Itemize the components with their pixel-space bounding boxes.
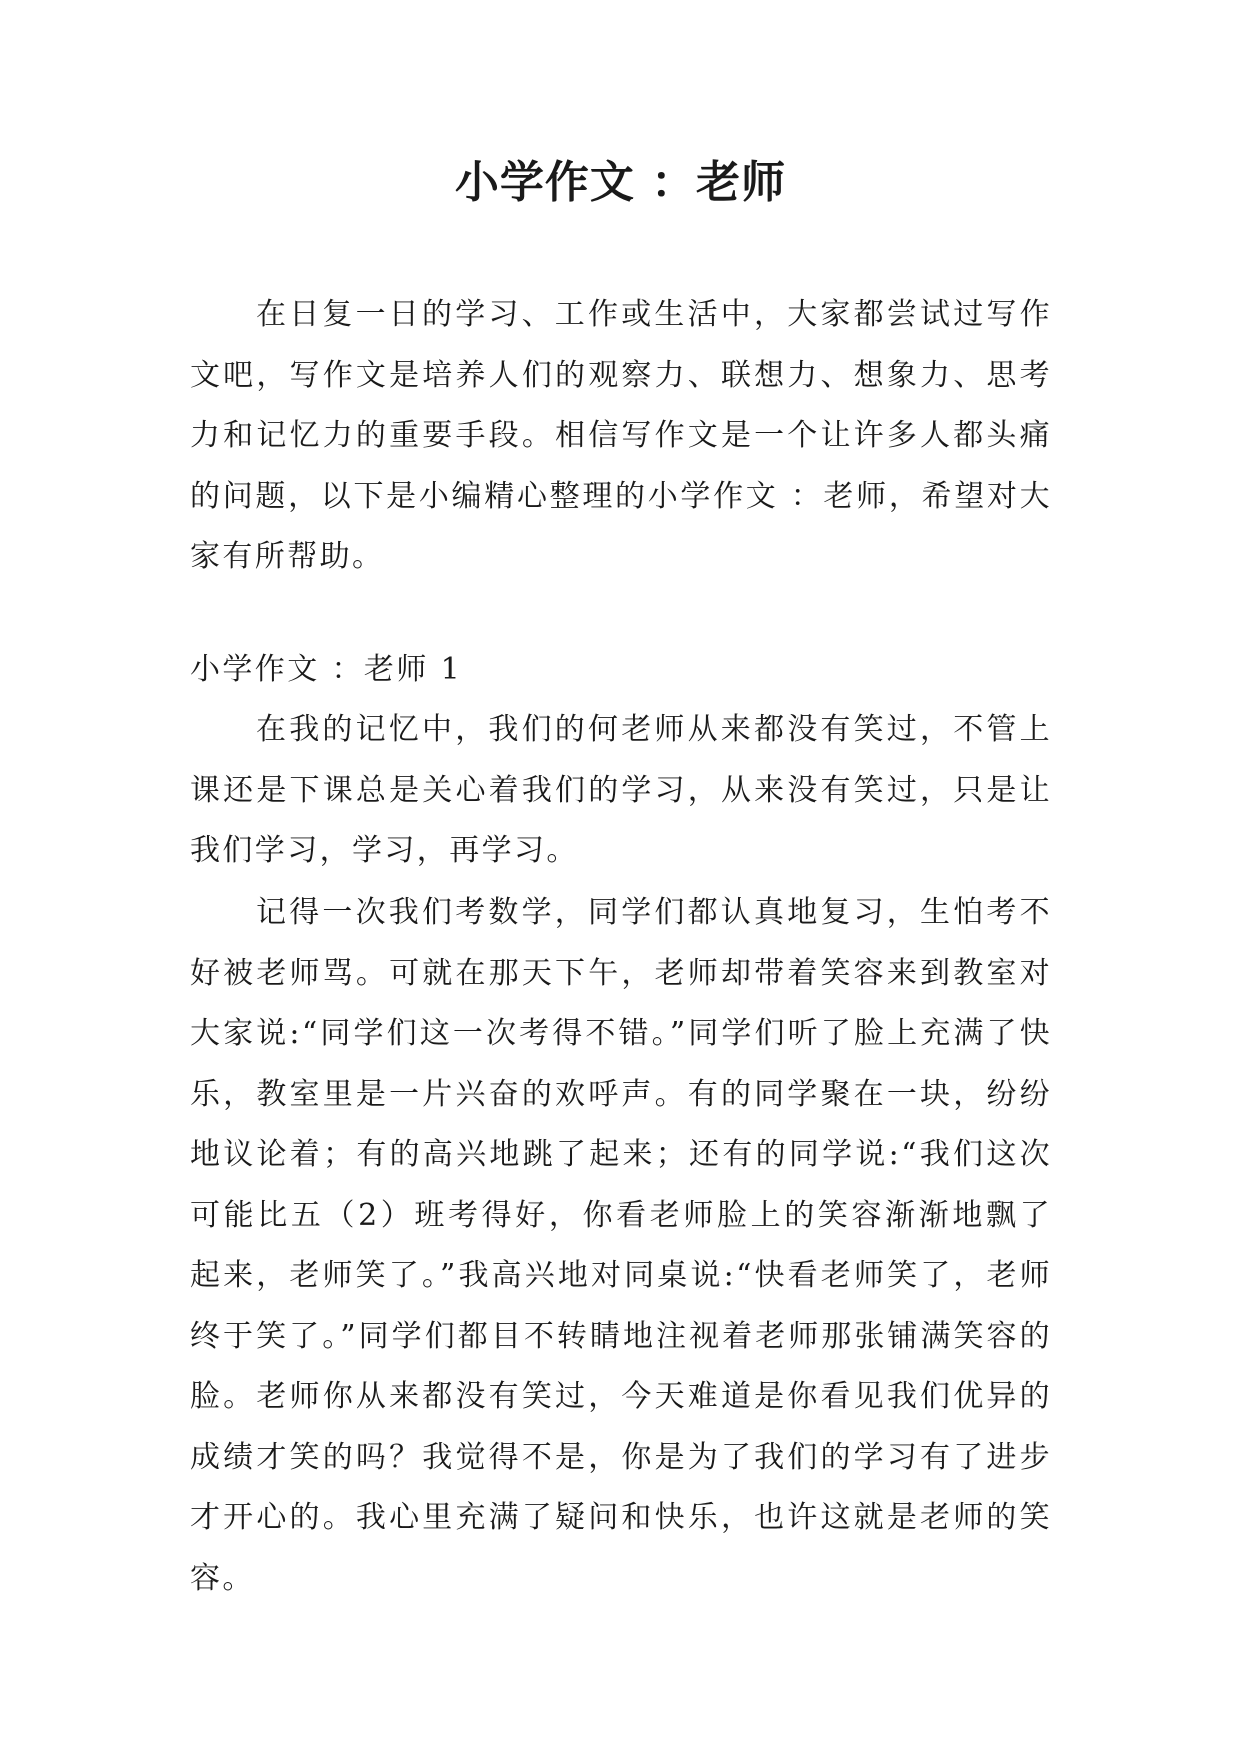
intro-paragraph: 在日复一日的学习、工作或生活中，大家都尝试过写作文吧，写作文是培养人们的观察力、联想力、想象力、思考力和记忆力的重要手段。相信写作文是一个让许多人都头痛的问题，以下是小编精心整理的小学作文 ：老师，希望对大家有所帮助。	[190, 297, 1052, 574]
section-heading: 小学作文 ：老师 1	[190, 652, 463, 687]
body-paragraph: 记得一次我们考数学，同学们都认真地复习，生怕考不好被老师骂。可就在那天下午，老师却带着笑容来到教室对大家说:“同学们这一次考得不错。”同学们听了脸上充满了快乐，教室里是一片兴奋的欢呼声。有的同学聚在一块，纷纷地议论着；有的高兴地跳了起来；还有的同学说:“我们这次可能比五（2）班考得好，你看老师脸上的笑容渐渐地飘了起来，老师笑了。”我高兴地对同桌说:“快看老师笑了，老师终于笑了。”同学们都目不转睛地注视着老师那张铺满笑容的脸。老师你从来都没有笑过，今天难道是你看见我们优异的成绩才笑的吗？我觉得不是，你是为了我们的学习有了进步才开心的。我心里充满了疑问和快乐，也许这就是老师的笑容。	[190, 895, 1052, 1596]
body-paragraph: 在我的记忆中，我们的何老师从来都没有笑过，不管上课还是下课总是关心着我们的学习，从来没有笑过，只是让我们学习，学习，再学习。	[190, 712, 1052, 868]
document-title: 小学作文 ：老师	[454, 157, 787, 208]
